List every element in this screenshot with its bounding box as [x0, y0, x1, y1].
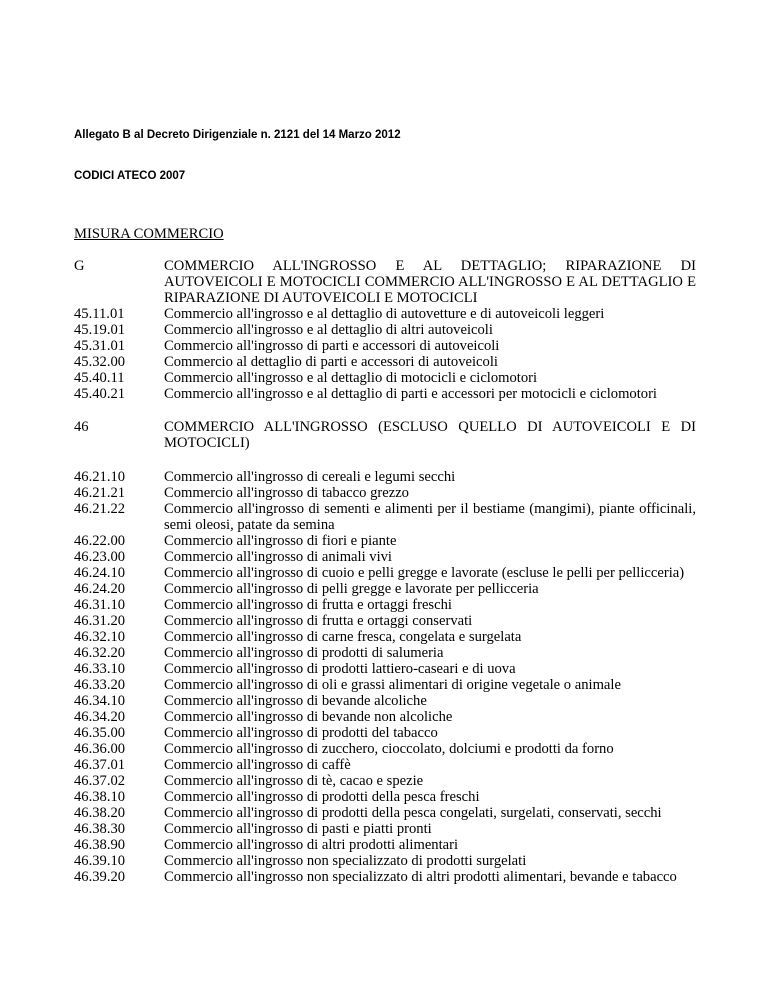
- activity-description: Commercio all'ingrosso di tabacco grezzo: [164, 485, 409, 501]
- activity-description: Commercio all'ingrosso di pelli gregge e lavorate per pellicceria: [164, 581, 539, 597]
- ateco-code: 46.39.20: [74, 869, 126, 885]
- section-46-header: [74, 419, 696, 451]
- list-item: [74, 322, 696, 338]
- activity-description: Commercio all'ingrosso di parti e accessori di autoveicoli: [164, 338, 500, 354]
- activity-description: Commercio all'ingrosso non specializzato di altri prodotti alimentari, bevande e tabacco: [164, 869, 677, 885]
- section-g-code: G: [74, 258, 85, 274]
- section-46-header-row: [74, 419, 696, 451]
- ateco-code: 46.38.10: [74, 789, 126, 805]
- list-item: [74, 837, 696, 853]
- measure-title: MISURA COMMERCIO: [74, 226, 224, 242]
- activity-description: Commercio all'ingrosso di prodotti della pesca freschi: [164, 789, 480, 805]
- list-item: [74, 501, 696, 533]
- activity-description: Commercio all'ingrosso e al dettaglio di altri autoveicoli: [164, 322, 493, 338]
- list-item: [74, 533, 696, 549]
- ateco-code: 45.11.01: [74, 306, 125, 322]
- list-item: [74, 645, 696, 661]
- list-item: [74, 773, 696, 789]
- list-item: [74, 821, 696, 837]
- list-item: [74, 853, 696, 869]
- activity-description: Commercio all'ingrosso di cuoio e pelli gregge e lavorate (escluse le pelli per pellicceria): [164, 565, 685, 581]
- activity-description: Commercio all'ingrosso di cereali e legumi secchi: [164, 469, 456, 485]
- ateco-code: 45.40.21: [74, 386, 126, 402]
- activity-description: Commercio all'ingrosso e al dettaglio di parti e accessori per motocicli e ciclomotori: [164, 386, 657, 402]
- list-item: [74, 565, 696, 581]
- activity-description: Commercio all'ingrosso e al dettaglio di motocicli e ciclomotori: [164, 370, 538, 386]
- list-item: [74, 485, 696, 501]
- ateco-code: 46.38.90: [74, 837, 126, 853]
- activity-description: Commercio all'ingrosso non specializzato di prodotti surgelati: [164, 853, 527, 869]
- list-item: [74, 725, 696, 741]
- list-item: [74, 370, 696, 386]
- list-item: [74, 581, 696, 597]
- list-item: [74, 306, 696, 322]
- section-46-code: 46: [74, 419, 89, 435]
- ateco-code: 46.38.30: [74, 821, 126, 837]
- activity-description: Commercio al dettaglio di parti e accessori di autoveicoli: [164, 354, 498, 370]
- activity-description: Commercio all'ingrosso di bevande alcoliche: [164, 693, 427, 709]
- activity-description: Commercio all'ingrosso di prodotti lattiero-caseari e di uova: [164, 661, 516, 677]
- activity-description: Commercio all'ingrosso di prodotti di salumeria: [164, 645, 444, 661]
- ateco-code: 46.23.00: [74, 549, 126, 565]
- section-g-list: [74, 306, 696, 402]
- list-item: [74, 693, 696, 709]
- list-item: [74, 386, 696, 402]
- ateco-code: 46.33.10: [74, 661, 126, 677]
- activity-description: Commercio all'ingrosso di tè, cacao e spezie: [164, 773, 424, 789]
- activity-description: Commercio all'ingrosso e al dettaglio di autovetture e di autoveicoli leggeri: [164, 306, 605, 322]
- ateco-code: 46.24.10: [74, 565, 126, 581]
- ateco-code: 46.21.21: [74, 485, 126, 501]
- activity-description: Commercio all'ingrosso di frutta e ortaggi conservati: [164, 613, 473, 629]
- ateco-code: 46.31.10: [74, 597, 126, 613]
- ateco-heading: CODICI ATECO 2007: [74, 170, 186, 182]
- activity-description: Commercio all'ingrosso di altri prodotti alimentari: [164, 837, 459, 853]
- activity-description: Commercio all'ingrosso di zucchero, cioccolato, dolciumi e prodotti da forno: [164, 741, 614, 757]
- activity-description: Commercio all'ingrosso di animali vivi: [164, 549, 392, 565]
- annex-heading: Allegato B al Decreto Dirigenziale n. 2121 del 14 Marzo 2012: [74, 129, 401, 141]
- ateco-code: 46.22.00: [74, 533, 126, 549]
- section-g-header-row: [74, 258, 696, 306]
- ateco-code: 46.37.02: [74, 773, 126, 789]
- section-g: [74, 258, 696, 402]
- ateco-code: 45.31.01: [74, 338, 126, 354]
- list-item: [74, 549, 696, 565]
- list-item: [74, 757, 696, 773]
- ateco-code: 46.32.20: [74, 645, 126, 661]
- section-46-list: [74, 469, 696, 885]
- list-item: [74, 613, 696, 629]
- ateco-code: 46.37.01: [74, 757, 126, 773]
- activity-description: Commercio all'ingrosso di oli e grassi alimentari di origine vegetale o animale: [164, 677, 621, 693]
- activity-description: Commercio all'ingrosso di bevande non alcoliche: [164, 709, 453, 725]
- ateco-code: 46.34.20: [74, 709, 126, 725]
- activity-description: Commercio all'ingrosso di pasti e piatti pronti: [164, 821, 432, 837]
- list-item: [74, 709, 696, 725]
- list-item: [74, 629, 696, 645]
- list-item: [74, 741, 696, 757]
- ateco-code: 46.32.10: [74, 629, 126, 645]
- list-item: [74, 354, 696, 370]
- ateco-code: 46.21.10: [74, 469, 126, 485]
- section-g-title: COMMERCIO ALL'INGROSSO E AL DETTAGLIO; RIPARAZIONE DI AUTOVEICOLI E MOTOCICLI COMMERCIO ALL'INGROSSO E AL DETTAGLIO E RIPARAZIONE DI AUTOVEICOLI E MOTOCICLI: [164, 258, 696, 306]
- list-item: [74, 661, 696, 677]
- activity-description: Commercio all'ingrosso di prodotti della pesca congelati, surgelati, conservati, secchi: [164, 805, 662, 821]
- list-item: [74, 805, 696, 821]
- ateco-code: 46.35.00: [74, 725, 126, 741]
- ateco-code: 46.36.00: [74, 741, 126, 757]
- ateco-code: 46.33.20: [74, 677, 126, 693]
- ateco-code: 46.24.20: [74, 581, 126, 597]
- list-item: [74, 789, 696, 805]
- list-item: [74, 338, 696, 354]
- list-item: [74, 869, 696, 885]
- ateco-code: 45.32.00: [74, 354, 126, 370]
- activity-description: Commercio all'ingrosso di carne fresca, congelata e surgelata: [164, 629, 522, 645]
- list-item: [74, 597, 696, 613]
- activity-description: Commercio all'ingrosso di caffè: [164, 757, 351, 773]
- activity-description: Commercio all'ingrosso di prodotti del tabacco: [164, 725, 438, 741]
- ateco-code: 46.31.20: [74, 613, 126, 629]
- activity-description: Commercio all'ingrosso di fiori e piante: [164, 533, 397, 549]
- activity-description: Commercio all'ingrosso di frutta e ortaggi freschi: [164, 597, 452, 613]
- activity-description: Commercio all'ingrosso di sementi e alimenti per il bestiame (mangimi), piante officinali, semi oleosi, patate da semina: [164, 501, 696, 533]
- ateco-code: 45.40.11: [74, 370, 125, 386]
- list-item: [74, 677, 696, 693]
- list-item: [74, 469, 696, 485]
- ateco-code: 46.39.10: [74, 853, 126, 869]
- section-46-title: COMMERCIO ALL'INGROSSO (ESCLUSO QUELLO DI AUTOVEICOLI E DI MOTOCICLI): [164, 419, 696, 451]
- ateco-code: 45.19.01: [74, 322, 126, 338]
- ateco-code: 46.38.20: [74, 805, 126, 821]
- ateco-code: 46.21.22: [74, 501, 126, 517]
- ateco-code: 46.34.10: [74, 693, 126, 709]
